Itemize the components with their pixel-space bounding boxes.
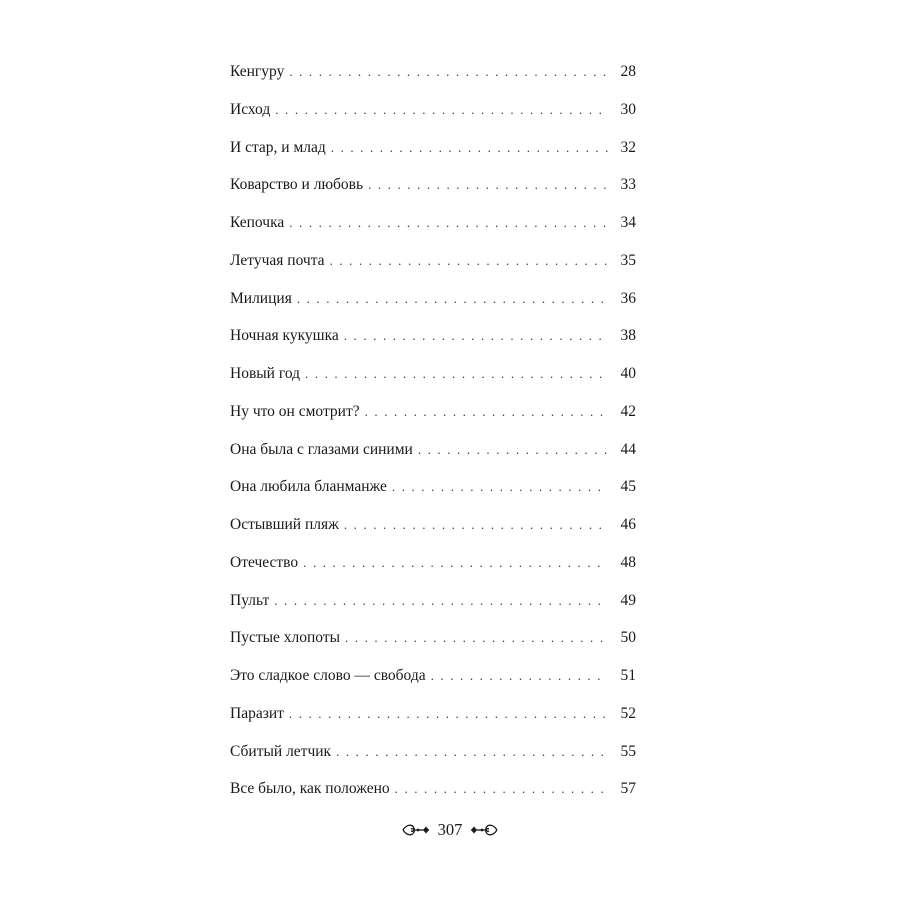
toc-entry-page-number: 35 xyxy=(620,251,636,269)
toc-entry-page-number: 33 xyxy=(620,176,636,194)
dot-leader xyxy=(289,213,608,233)
toc-entry-title: И стар, и млад xyxy=(230,138,326,156)
toc-entry-page-number: 40 xyxy=(620,365,636,382)
toc-entry-title: Пульт xyxy=(230,591,270,609)
toc-entry-title: Ночная кукушка xyxy=(230,327,339,345)
toc-entry-page-number: 57 xyxy=(620,780,636,798)
toc-entry-page-number: 46 xyxy=(620,516,636,533)
toc-entry-title: Паразит xyxy=(230,704,284,722)
dot-leader xyxy=(392,477,608,497)
toc-entry-title: Отечество xyxy=(230,553,299,571)
toc-entry-title: Сбитый летчик xyxy=(230,742,332,760)
toc-entry-title: Пустые хлопоты xyxy=(230,629,341,647)
toc-entry xyxy=(230,100,636,138)
toc-entry-title: Она была с глазами синими xyxy=(230,440,413,458)
dot-leader xyxy=(275,100,608,120)
toc-entry-page-number: 55 xyxy=(620,742,636,760)
toc-entry xyxy=(230,326,636,364)
toc-entry xyxy=(230,779,636,817)
toc-entry-title: Она любила бланманже xyxy=(230,478,387,496)
dot-leader xyxy=(330,251,608,271)
toc-entry xyxy=(230,591,636,629)
toc-entry-page-number: 32 xyxy=(620,138,636,156)
toc-entry-title: Коварство и любовь xyxy=(230,176,364,194)
toc-entry-title: Летучая почта xyxy=(230,251,325,269)
toc-entry-title: Исход xyxy=(230,100,271,118)
toc-entry xyxy=(230,175,636,213)
toc-entry-page-number: 50 xyxy=(620,629,636,647)
dot-leader xyxy=(289,62,608,82)
toc-entry-page-number: 49 xyxy=(620,591,636,609)
toc-entry xyxy=(230,666,636,704)
toc-entry xyxy=(230,553,636,591)
dot-leader xyxy=(344,326,608,346)
toc-entry-page-number: 52 xyxy=(620,704,636,722)
toc-entry-title: Кенгуру xyxy=(230,63,285,80)
toc-entry-title: Все было, как положено xyxy=(230,780,390,798)
dot-leader xyxy=(344,515,608,535)
toc-entry xyxy=(230,402,636,440)
dot-leader xyxy=(274,591,608,611)
page-number: 307 xyxy=(437,820,463,839)
dot-leader xyxy=(297,289,608,309)
toc-entry-page-number: 42 xyxy=(620,402,636,420)
toc-entry-page-number: 34 xyxy=(620,214,636,231)
toc-entry-page-number: 51 xyxy=(620,667,636,684)
toc-entry-title: Это сладкое слово — свобода xyxy=(230,667,426,684)
toc-entry xyxy=(230,477,636,515)
toc-entry-title: Кепочка xyxy=(230,214,285,231)
toc-entry-page-number: 28 xyxy=(620,63,636,80)
toc-entry xyxy=(230,742,636,780)
toc-entry-page-number: 48 xyxy=(620,553,636,571)
dot-leader xyxy=(431,666,608,686)
dot-leader xyxy=(418,440,608,460)
dot-leader xyxy=(395,779,608,799)
table-of-contents xyxy=(230,62,636,817)
toc-entry xyxy=(230,62,636,100)
toc-entry-page-number: 44 xyxy=(620,440,636,458)
dot-leader xyxy=(336,742,608,762)
dot-leader xyxy=(289,704,608,724)
toc-entry xyxy=(230,364,636,402)
dot-leader xyxy=(368,175,608,195)
toc-entry-title: Остывший пляж xyxy=(230,516,339,533)
toc-entry xyxy=(230,704,636,742)
toc-entry xyxy=(230,138,636,176)
toc-entry xyxy=(230,628,636,666)
toc-entry xyxy=(230,289,636,327)
toc-entry xyxy=(230,515,636,553)
fleuron-right-icon xyxy=(469,821,499,839)
dot-leader xyxy=(345,628,608,648)
toc-entry-page-number: 36 xyxy=(620,289,636,307)
toc-entry-page-number: 38 xyxy=(620,327,636,345)
toc-entry-page-number: 45 xyxy=(620,478,636,496)
page-folio xyxy=(0,820,900,840)
toc-entry xyxy=(230,213,636,251)
toc-entry-title: Милиция xyxy=(230,289,292,307)
toc-entry-title: Ну что он смотрит? xyxy=(230,402,360,420)
dot-leader xyxy=(303,553,608,573)
dot-leader xyxy=(365,402,608,422)
toc-entry-page-number: 30 xyxy=(620,100,636,118)
toc-entry xyxy=(230,251,636,289)
toc-entry-title: Новый год xyxy=(230,365,301,382)
dot-leader xyxy=(331,138,608,158)
fleuron-left-icon xyxy=(401,821,431,839)
dot-leader xyxy=(305,364,608,384)
toc-entry xyxy=(230,440,636,478)
